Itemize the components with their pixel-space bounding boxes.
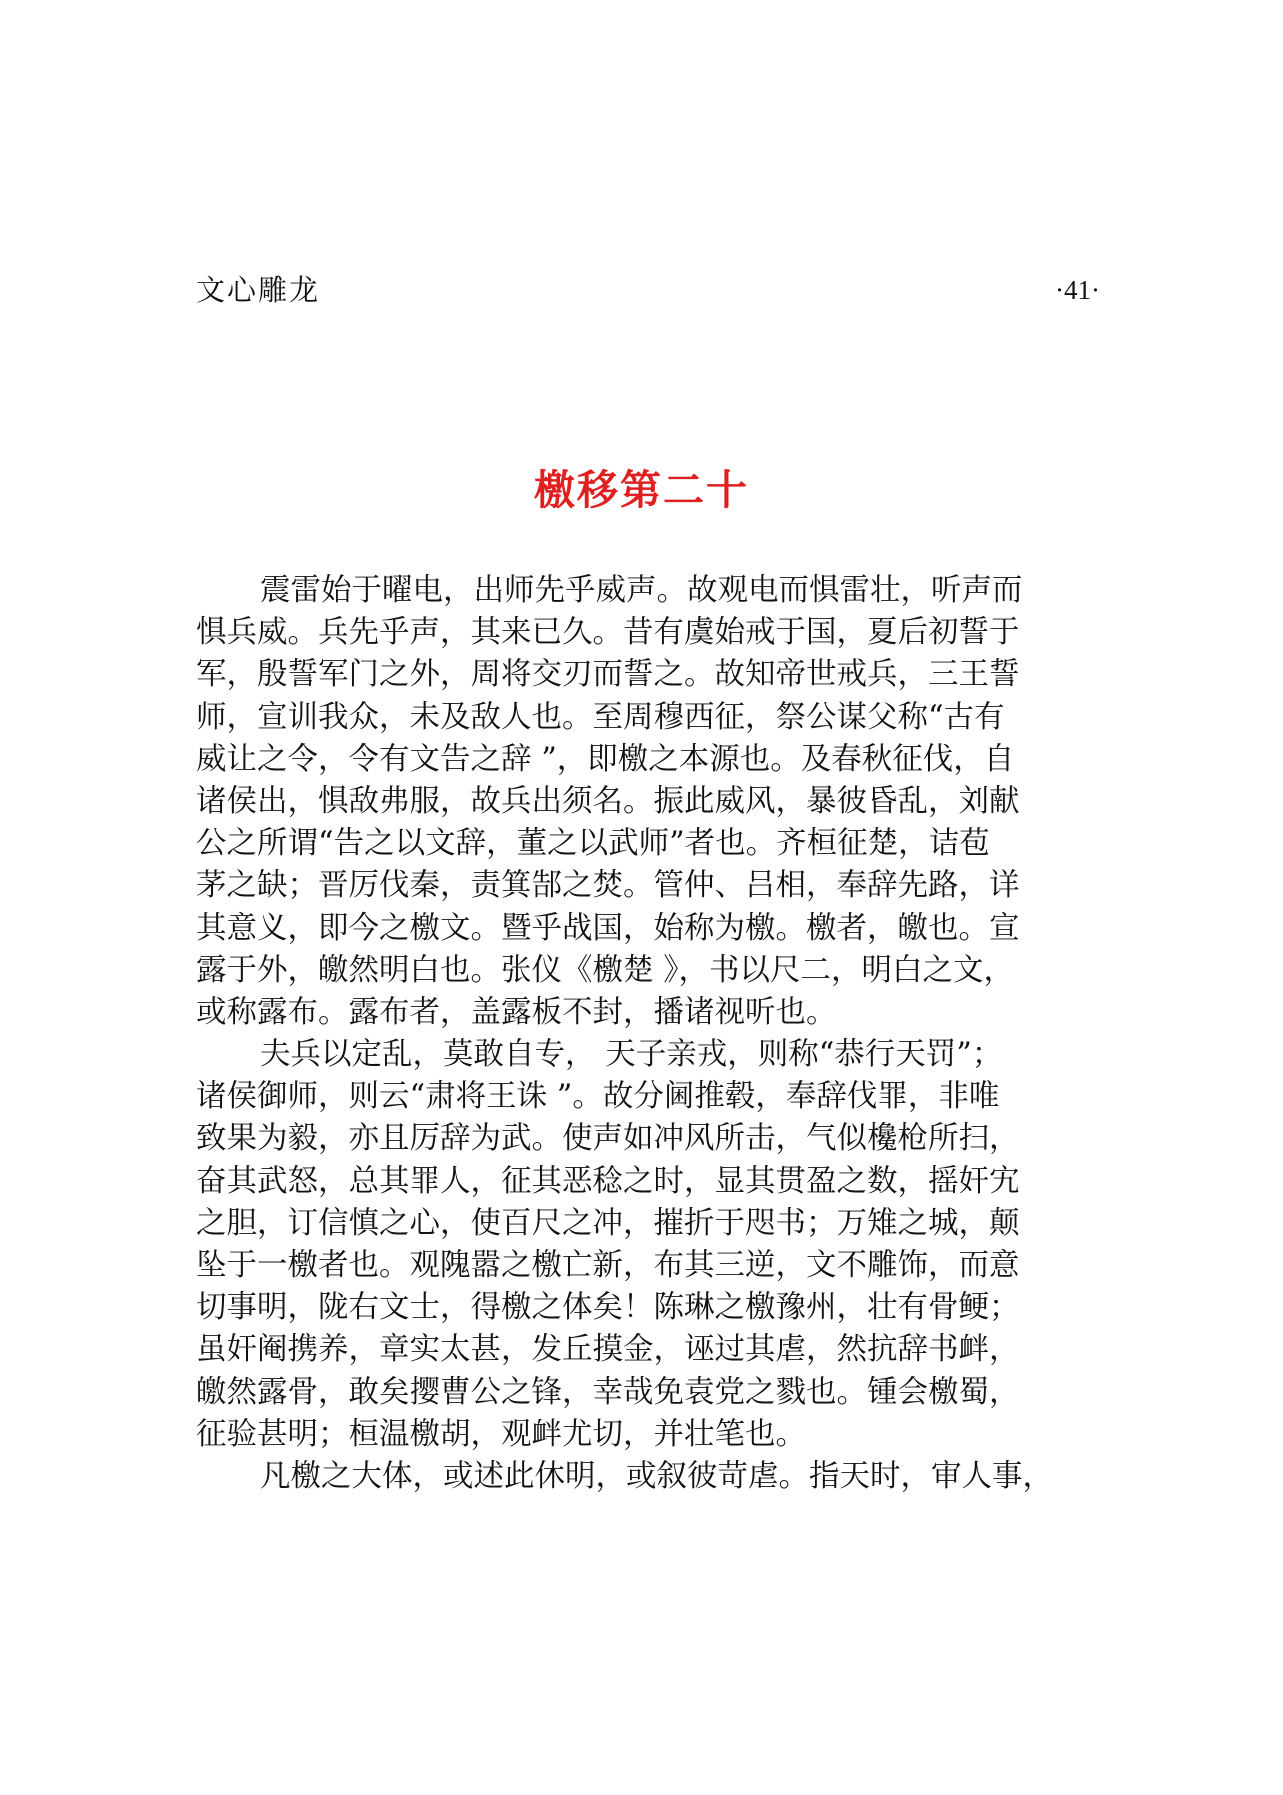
chapter-title: 檄移第二十 [534, 466, 749, 514]
paragraph-2-line: 之胆，订信慎之心，使百尺之冲，摧折于咫书；万雉之城，颠 [196, 1205, 1020, 1241]
paragraph-1-line: 震雷始于曜电，出师先乎威声。故观电而惧雷壮，听声而 [260, 573, 1023, 608]
paragraph-1-line: 军，殷誓军门之外，周将交刃而誓之。故知帝世戒兵，三王誓 [196, 657, 1020, 693]
paragraph-1-line: 其意义，即今之檄文。暨乎战国，始称为檄。檄者，皦也。宣 [196, 910, 1020, 946]
paragraph-1-line: 公之所谓“告之以文辞，董之以武师”者也。齐桓征楚，诘苞 [196, 826, 990, 862]
paragraph-2-line: 切事明，陇右文士，得檄之体矣！陈琳之檄豫州，壮有骨鲠； [196, 1290, 1020, 1326]
paragraph-1-line: 露于外，皦然明白也。张仪《檄楚 》，书以尺二，明白之文， [196, 952, 1014, 988]
running-header [196, 268, 1100, 312]
paragraph-2-line: 征验甚明；桓温檄胡，观衅尤切，并壮笔也。 [196, 1416, 806, 1452]
paragraph-1-line: 或称露布。露布者，盖露板不封，播诸视听也。 [196, 994, 837, 1030]
paragraph-2-line: 奋其武怒，总其罪人，征其恶稔之时，显其贯盈之数，摇奸宄 [196, 1163, 1020, 1199]
paragraph-2-line: 诸侯御师，则云“肃将王诛 ”。故分阃推毂，奉辞伐罪，非唯 [196, 1079, 1000, 1115]
paragraph-1-line: 惧兵威。兵先乎声，其来已久。昔有虞始戒于国，夏后初誓于 [196, 615, 1020, 651]
paragraph-3-line: 凡檄之大体，或述此休明，或叙彼苛虐。指天时，审人事， [260, 1458, 1053, 1494]
paragraph-2-line: 夫兵以定乱，莫敢自专， 天子亲戎，则称“恭行天罚”； [260, 1037, 1003, 1073]
paragraph-1-line: 诸侯出，惧敌弗服，故兵出须名。振此威风，暴彼昏乱，刘献 [196, 783, 1020, 819]
paragraph-2-line: 坠于一檄者也。观隗嚣之檄亡新，布其三逆，文不雕饰，而意 [196, 1248, 1020, 1283]
paragraph-1-line: 师，宣训我众，未及敌人也。至周穆西征，祭公谋父称“古有 [196, 699, 1005, 735]
paragraph-1-line: 威让之令，令有文告之辞 ”，即檄之本源也。及春秋征伐，自 [196, 741, 1015, 777]
body-text [196, 570, 1100, 1498]
book-title: 文心雕龙 [196, 273, 321, 307]
paragraph-1-line: 茅之缺；晋厉伐秦，责箕郜之焚。管仲、吕相，奉辞先路，详 [196, 868, 1020, 904]
paragraph-2-line: 皦然露骨，敢矣撄曹公之锋，幸哉免袁党之戮也。锺会檄蜀， [196, 1374, 1020, 1410]
paragraph-2-line: 致果为毅，亦且厉辞为武。使声如冲风所击，气似欃枪所扫， [196, 1121, 1020, 1157]
page-number: ·41· [1055, 275, 1100, 305]
paragraph-2-line: 虽奸阉携养，章实太甚，发丘摸金，诬过其虐，然抗辞书衅， [196, 1332, 1020, 1368]
